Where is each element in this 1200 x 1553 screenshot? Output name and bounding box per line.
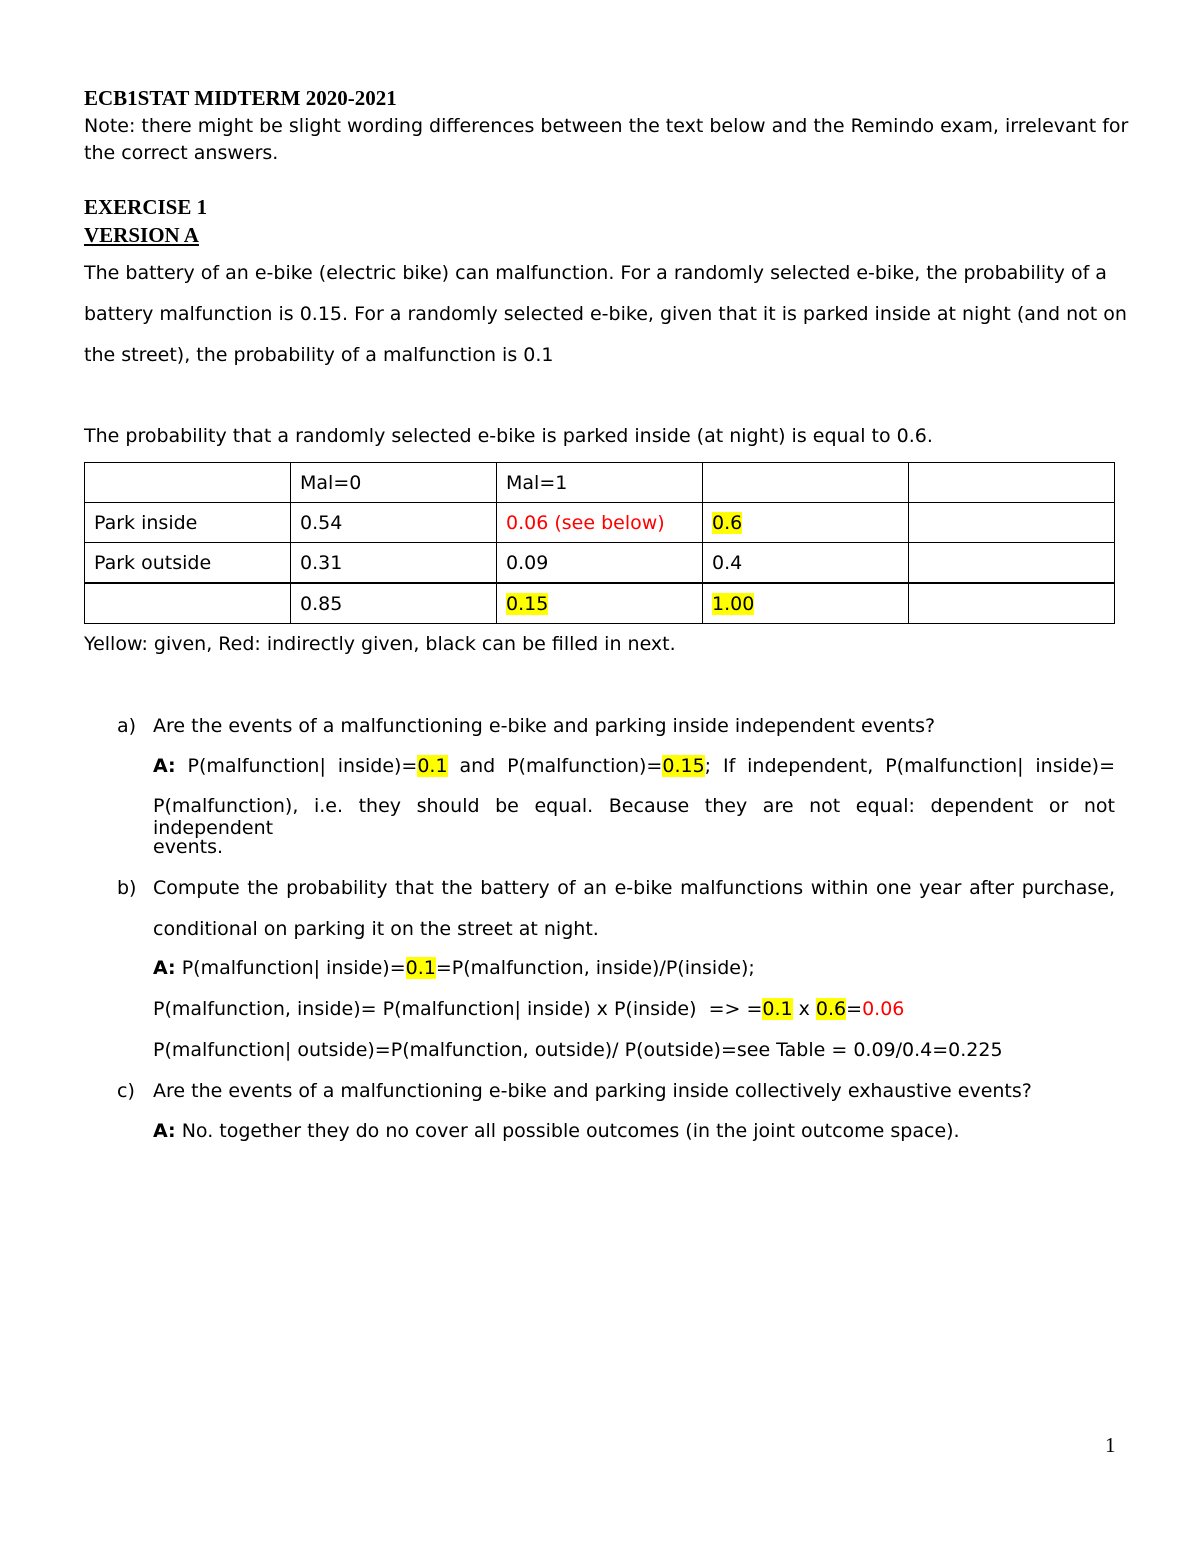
table-cell: [85, 463, 291, 503]
answer-text: No. together they do no cover all possible outcomes (in the joint outcome space).: [175, 1120, 960, 1142]
answer-c-line-1: [153, 1120, 960, 1142]
exercise-heading: EXERCISE 1: [84, 195, 208, 219]
intro-line-1: The battery of an e-bike (electric bike) can malfunction. For a randomly selected e-bike, the probability of a: [84, 262, 1107, 284]
table-row: [85, 543, 1115, 584]
table-header-row: [85, 463, 1115, 503]
answer-text: ; If independent, P(malfunction| inside)=: [704, 755, 1115, 777]
table-legend: Yellow: given, Red: indirectly given, black can be filled in next.: [84, 633, 676, 655]
table-cell: 0.31: [291, 543, 497, 584]
answer-text: =P(malfunction, inside)/P(inside);: [435, 957, 755, 979]
table-cell: [703, 503, 909, 543]
table-cell: 0.54: [291, 503, 497, 543]
question-b-marker: b): [117, 877, 137, 899]
table-row: [85, 503, 1115, 543]
table-cell: [909, 543, 1115, 584]
table-cell: [497, 503, 703, 543]
answer-b-label: A:: [153, 957, 176, 979]
given-value: 0.6: [815, 998, 847, 1020]
version-heading: VERSION A: [84, 223, 199, 247]
given-value: 0.6: [712, 511, 743, 534]
answer-text: P(malfunction| inside)=: [175, 957, 406, 979]
answer-text: P(malfunction| inside)=: [175, 755, 418, 777]
answer-a-label: A:: [153, 755, 176, 777]
answer-a-line-1: [153, 755, 1115, 777]
answer-text: P(malfunction, inside)= P(malfunction| inside) x P(inside) => =: [153, 998, 763, 1020]
indirect-value: 0.06 (see below): [506, 511, 665, 534]
question-c-marker: c): [117, 1080, 135, 1102]
table-cell: [703, 463, 909, 503]
answer-b-line-1: [153, 957, 755, 979]
answer-a-line-3: events.: [153, 836, 224, 858]
table-cell: 0.85: [291, 583, 497, 624]
table-cell: [909, 583, 1115, 624]
intro-line-3: the street), the probability of a malfunction is 0.1: [84, 344, 554, 366]
question-c-text: Are the events of a malfunctioning e-bike and parking inside collectively exhaustive events?: [153, 1080, 1032, 1102]
given-value: 0.15: [662, 755, 705, 777]
table-cell: 0.4: [703, 543, 909, 584]
document-title: ECB1STAT MIDTERM 2020-2021: [84, 86, 397, 110]
intro-line-2: battery malfunction is 0.15. For a randomly selected e-bike, given that it is parked inside at night (and not on: [84, 303, 1127, 325]
question-b-line-2: conditional on parking it on the street at night.: [153, 918, 599, 940]
table-cell: Park outside: [85, 543, 291, 584]
table-cell: [497, 583, 703, 624]
answer-c-label: A:: [153, 1120, 176, 1142]
answer-text: and P(malfunction)=: [447, 755, 663, 777]
page-number: 1: [1105, 1433, 1116, 1457]
question-a-text: Are the events of a malfunctioning e-bike and parking inside independent events?: [153, 715, 936, 737]
indirect-value: 0.06: [862, 998, 905, 1020]
given-value: 1.00: [712, 592, 755, 615]
given-value: 0.1: [762, 998, 793, 1020]
answer-a-line-2: P(malfunction), i.e. they should be equal. Because they are not equal: dependent or not independent: [153, 795, 1115, 839]
table-cell: [909, 503, 1115, 543]
intro-line-4: The probability that a randomly selected e-bike is parked inside (at night) is equal to 0.6.: [84, 425, 933, 447]
table-cell: [703, 583, 909, 624]
given-value: 0.1: [405, 957, 436, 979]
note-line-2: the correct answers.: [84, 142, 279, 164]
answer-text: =: [846, 998, 863, 1020]
answer-text: x: [792, 998, 816, 1020]
table-cell: [85, 583, 291, 624]
table-cell: Mal=1: [497, 463, 703, 503]
table-cell: 0.09: [497, 543, 703, 584]
question-b-line-1: Compute the probability that the battery of an e-bike malfunctions within one year after purchase,: [153, 877, 1115, 899]
probability-table: [84, 462, 1115, 624]
answer-b-line-2: [153, 998, 904, 1020]
table-cell: [909, 463, 1115, 503]
note-line-1: Note: there might be slight wording differences between the text below and the Remindo exam, irrelevant for: [84, 115, 1129, 137]
answer-b-line-3: P(malfunction| outside)=P(malfunction, outside)/ P(outside)=see Table = 0.09/0.4=0.225: [153, 1039, 1003, 1061]
question-a-marker: a): [117, 715, 137, 737]
table-cell: Mal=0: [291, 463, 497, 503]
table-cell: Park inside: [85, 503, 291, 543]
given-value: 0.1: [417, 755, 448, 777]
given-value: 0.15: [506, 592, 549, 615]
table-row: [85, 583, 1115, 624]
